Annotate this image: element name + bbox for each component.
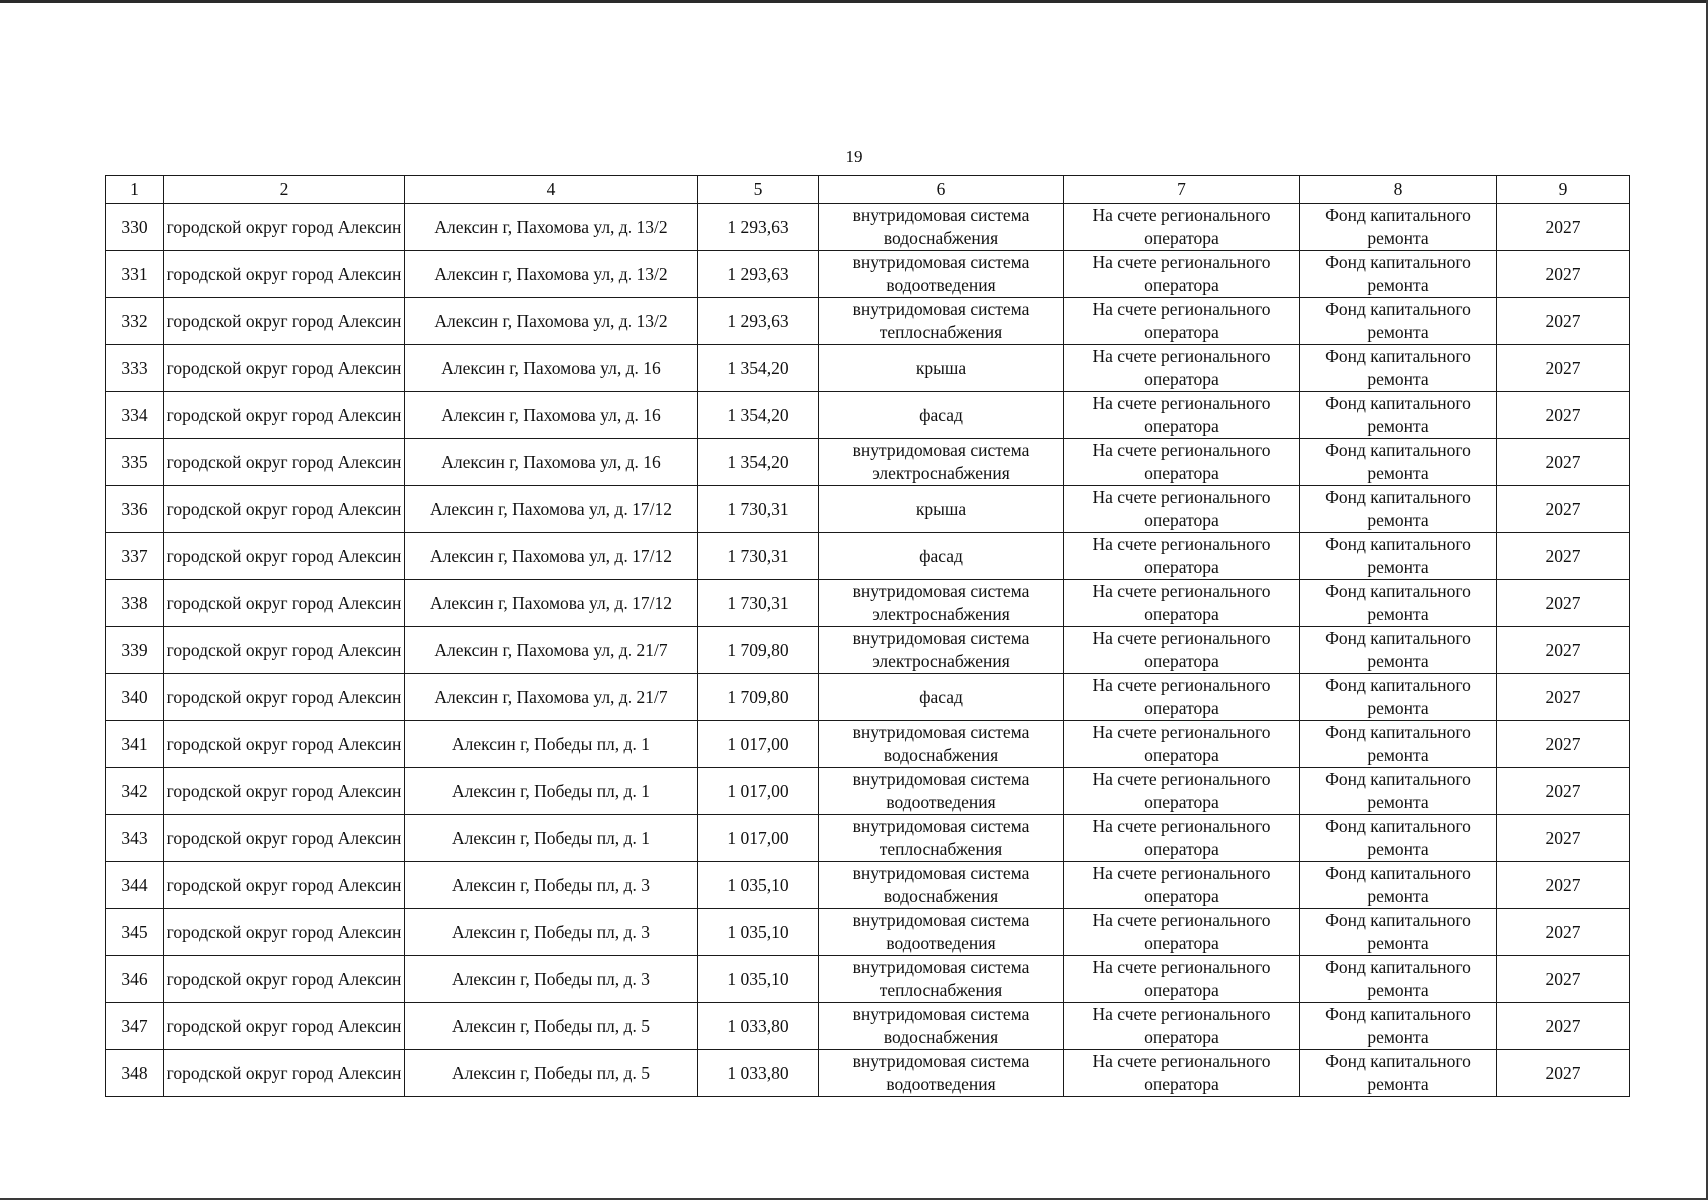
- cell-account: На счете регионального оператора: [1064, 392, 1300, 439]
- cell-year: 2027: [1497, 580, 1630, 627]
- cell-address: Алексин г, Победы пл, д. 5: [405, 1003, 698, 1050]
- cell-area: 1 730,31: [698, 533, 819, 580]
- cell-address: Алексин г, Победы пл, д. 3: [405, 909, 698, 956]
- cell-account: На счете регионального оператора: [1064, 204, 1300, 251]
- cell-area: 1 354,20: [698, 392, 819, 439]
- cell-element: внутридомовая система электроснабжения: [819, 580, 1064, 627]
- cell-year: 2027: [1497, 486, 1630, 533]
- cell-municipality: городской округ город Алексин: [164, 815, 405, 862]
- cell-source: Фонд капитального ремонта: [1300, 392, 1497, 439]
- cell-area: 1 017,00: [698, 768, 819, 815]
- cell-municipality: городской округ город Алексин: [164, 1050, 405, 1097]
- table-row: [106, 1003, 1630, 1050]
- cell-area: 1 709,80: [698, 674, 819, 721]
- cell-address: Алексин г, Пахомова ул, д. 21/7: [405, 627, 698, 674]
- cell-address: Алексин г, Победы пл, д. 3: [405, 862, 698, 909]
- cell-municipality: городской округ город Алексин: [164, 298, 405, 345]
- cell-source: Фонд капитального ремонта: [1300, 815, 1497, 862]
- cell-address: Алексин г, Пахомова ул, д. 16: [405, 392, 698, 439]
- table-row: [106, 204, 1630, 251]
- cell-municipality: городской округ город Алексин: [164, 768, 405, 815]
- header-row: [106, 176, 1630, 204]
- cell-municipality: городской округ город Алексин: [164, 251, 405, 298]
- cell-element: внутридомовая система теплоснабжения: [819, 815, 1064, 862]
- cell-num: 333: [106, 345, 164, 392]
- cell-area: 1 293,63: [698, 204, 819, 251]
- cell-area: 1 354,20: [698, 345, 819, 392]
- cell-year: 2027: [1497, 721, 1630, 768]
- cell-municipality: городской округ город Алексин: [164, 674, 405, 721]
- scan-edge-top: [0, 0, 1708, 3]
- cell-source: Фонд капитального ремонта: [1300, 580, 1497, 627]
- table-row: [106, 909, 1630, 956]
- cell-year: 2027: [1497, 674, 1630, 721]
- cell-source: Фонд капитального ремонта: [1300, 345, 1497, 392]
- cell-area: 1 035,10: [698, 862, 819, 909]
- cell-address: Алексин г, Победы пл, д. 5: [405, 1050, 698, 1097]
- cell-element: крыша: [819, 345, 1064, 392]
- cell-year: 2027: [1497, 768, 1630, 815]
- table-row: [106, 486, 1630, 533]
- cell-account: На счете регионального оператора: [1064, 1050, 1300, 1097]
- cell-num: 339: [106, 627, 164, 674]
- cell-year: 2027: [1497, 345, 1630, 392]
- cell-address: Алексин г, Пахомова ул, д. 13/2: [405, 251, 698, 298]
- cell-area: 1 017,00: [698, 815, 819, 862]
- cell-element: крыша: [819, 486, 1064, 533]
- cell-municipality: городской округ город Алексин: [164, 439, 405, 486]
- table-row: [106, 251, 1630, 298]
- cell-source: Фонд капитального ремонта: [1300, 251, 1497, 298]
- cell-account: На счете регионального оператора: [1064, 909, 1300, 956]
- cell-num: 347: [106, 1003, 164, 1050]
- cell-municipality: городской округ город Алексин: [164, 909, 405, 956]
- cell-municipality: городской округ город Алексин: [164, 862, 405, 909]
- cell-municipality: городской округ город Алексин: [164, 204, 405, 251]
- cell-account: На счете регионального оператора: [1064, 956, 1300, 1003]
- cell-source: Фонд капитального ремонта: [1300, 909, 1497, 956]
- header-cell-year: 9: [1497, 176, 1630, 204]
- cell-account: На счете регионального оператора: [1064, 815, 1300, 862]
- table-row: [106, 392, 1630, 439]
- cell-year: 2027: [1497, 298, 1630, 345]
- cell-year: 2027: [1497, 251, 1630, 298]
- table-row: [106, 956, 1630, 1003]
- cell-num: 348: [106, 1050, 164, 1097]
- cell-num: 331: [106, 251, 164, 298]
- cell-area: 1 017,00: [698, 721, 819, 768]
- cell-account: На счете регионального оператора: [1064, 298, 1300, 345]
- cell-account: На счете регионального оператора: [1064, 627, 1300, 674]
- cell-element: внутридомовая система водоснабжения: [819, 1003, 1064, 1050]
- cell-num: 345: [106, 909, 164, 956]
- cell-area: 1 293,63: [698, 251, 819, 298]
- cell-element: внутридомовая система теплоснабжения: [819, 956, 1064, 1003]
- table-row: [106, 1050, 1630, 1097]
- cell-num: 343: [106, 815, 164, 862]
- cell-num: 342: [106, 768, 164, 815]
- cell-address: Алексин г, Пахомова ул, д. 17/12: [405, 580, 698, 627]
- cell-source: Фонд капитального ремонта: [1300, 627, 1497, 674]
- cell-num: 340: [106, 674, 164, 721]
- cell-address: Алексин г, Пахомова ул, д. 21/7: [405, 674, 698, 721]
- cell-area: 1 730,31: [698, 580, 819, 627]
- cell-year: 2027: [1497, 204, 1630, 251]
- cell-num: 337: [106, 533, 164, 580]
- cell-year: 2027: [1497, 392, 1630, 439]
- cell-account: На счете регионального оператора: [1064, 580, 1300, 627]
- table-row: [106, 298, 1630, 345]
- table-row: [106, 768, 1630, 815]
- cell-num: 341: [106, 721, 164, 768]
- cell-account: На счете регионального оператора: [1064, 721, 1300, 768]
- cell-area: 1 709,80: [698, 627, 819, 674]
- cell-source: Фонд капитального ремонта: [1300, 533, 1497, 580]
- cell-account: На счете регионального оператора: [1064, 1003, 1300, 1050]
- cell-year: 2027: [1497, 627, 1630, 674]
- cell-element: внутридомовая система водоотведения: [819, 1050, 1064, 1097]
- header-cell-area: 5: [698, 176, 819, 204]
- cell-element: внутридомовая система теплоснабжения: [819, 298, 1064, 345]
- header-cell-account: 7: [1064, 176, 1300, 204]
- cell-num: 332: [106, 298, 164, 345]
- cell-area: 1 293,63: [698, 298, 819, 345]
- cell-municipality: городской округ город Алексин: [164, 392, 405, 439]
- table-row: [106, 815, 1630, 862]
- cell-address: Алексин г, Пахомова ул, д. 16: [405, 439, 698, 486]
- cell-area: 1 033,80: [698, 1003, 819, 1050]
- cell-address: Алексин г, Победы пл, д. 1: [405, 815, 698, 862]
- cell-source: Фонд капитального ремонта: [1300, 1003, 1497, 1050]
- cell-address: Алексин г, Пахомова ул, д. 17/12: [405, 533, 698, 580]
- cell-municipality: городской округ город Алексин: [164, 721, 405, 768]
- table-row: [106, 627, 1630, 674]
- header-cell-element: 6: [819, 176, 1064, 204]
- cell-address: Алексин г, Победы пл, д. 1: [405, 721, 698, 768]
- table-row: [106, 345, 1630, 392]
- cell-year: 2027: [1497, 1003, 1630, 1050]
- cell-element: внутридомовая система водоотведения: [819, 768, 1064, 815]
- cell-source: Фонд капитального ремонта: [1300, 1050, 1497, 1097]
- cell-source: Фонд капитального ремонта: [1300, 956, 1497, 1003]
- cell-account: На счете регионального оператора: [1064, 768, 1300, 815]
- cell-year: 2027: [1497, 1050, 1630, 1097]
- cell-source: Фонд капитального ремонта: [1300, 721, 1497, 768]
- cell-element: внутридомовая система водоотведения: [819, 909, 1064, 956]
- cell-year: 2027: [1497, 956, 1630, 1003]
- cell-element: внутридомовая система электроснабжения: [819, 439, 1064, 486]
- cell-address: Алексин г, Пахомова ул, д. 13/2: [405, 298, 698, 345]
- table-row: [106, 580, 1630, 627]
- cell-num: 344: [106, 862, 164, 909]
- cell-element: фасад: [819, 674, 1064, 721]
- cell-source: Фонд капитального ремонта: [1300, 486, 1497, 533]
- cell-num: 335: [106, 439, 164, 486]
- page-number: 19: [845, 147, 863, 166]
- cell-num: 346: [106, 956, 164, 1003]
- cell-address: Алексин г, Пахомова ул, д. 17/12: [405, 486, 698, 533]
- cell-source: Фонд капитального ремонта: [1300, 298, 1497, 345]
- cell-municipality: городской округ город Алексин: [164, 580, 405, 627]
- cell-municipality: городской округ город Алексин: [164, 345, 405, 392]
- header-cell-municipality: 2: [164, 176, 405, 204]
- cell-municipality: городской округ город Алексин: [164, 486, 405, 533]
- header-cell-source: 8: [1300, 176, 1497, 204]
- cell-source: Фонд капитального ремонта: [1300, 768, 1497, 815]
- cell-element: внутридомовая система водоснабжения: [819, 721, 1064, 768]
- repair-program-table: [105, 175, 1630, 1097]
- cell-year: 2027: [1497, 909, 1630, 956]
- cell-account: На счете регионального оператора: [1064, 345, 1300, 392]
- cell-num: 334: [106, 392, 164, 439]
- table-row: [106, 721, 1630, 768]
- header-cell-num: 1: [106, 176, 164, 204]
- cell-municipality: городской округ город Алексин: [164, 1003, 405, 1050]
- cell-area: 1 035,10: [698, 956, 819, 1003]
- cell-account: На счете регионального оператора: [1064, 486, 1300, 533]
- cell-source: Фонд капитального ремонта: [1300, 204, 1497, 251]
- table-body: [106, 204, 1630, 1097]
- cell-year: 2027: [1497, 533, 1630, 580]
- cell-element: внутридомовая система водоотведения: [819, 251, 1064, 298]
- cell-year: 2027: [1497, 862, 1630, 909]
- table-row: [106, 674, 1630, 721]
- cell-source: Фонд капитального ремонта: [1300, 439, 1497, 486]
- cell-area: 1 033,80: [698, 1050, 819, 1097]
- cell-address: Алексин г, Победы пл, д. 1: [405, 768, 698, 815]
- cell-element: внутридомовая система водоснабжения: [819, 862, 1064, 909]
- cell-source: Фонд капитального ремонта: [1300, 862, 1497, 909]
- table-row: [106, 533, 1630, 580]
- cell-address: Алексин г, Пахомова ул, д. 13/2: [405, 204, 698, 251]
- cell-account: На счете регионального оператора: [1064, 439, 1300, 486]
- table-row: [106, 439, 1630, 486]
- cell-municipality: городской округ город Алексин: [164, 956, 405, 1003]
- cell-account: На счете регионального оператора: [1064, 674, 1300, 721]
- cell-account: На счете регионального оператора: [1064, 251, 1300, 298]
- cell-address: Алексин г, Пахомова ул, д. 16: [405, 345, 698, 392]
- cell-area: 1 730,31: [698, 486, 819, 533]
- cell-area: 1 035,10: [698, 909, 819, 956]
- cell-municipality: городской округ город Алексин: [164, 627, 405, 674]
- cell-num: 338: [106, 580, 164, 627]
- cell-municipality: городской округ город Алексин: [164, 533, 405, 580]
- cell-element: фасад: [819, 392, 1064, 439]
- cell-year: 2027: [1497, 439, 1630, 486]
- cell-element: внутридомовая система водоснабжения: [819, 204, 1064, 251]
- cell-year: 2027: [1497, 815, 1630, 862]
- cell-area: 1 354,20: [698, 439, 819, 486]
- cell-address: Алексин г, Победы пл, д. 3: [405, 956, 698, 1003]
- cell-source: Фонд капитального ремонта: [1300, 674, 1497, 721]
- cell-account: На счете регионального оператора: [1064, 862, 1300, 909]
- header-cell-address: 4: [405, 176, 698, 204]
- cell-element: внутридомовая система электроснабжения: [819, 627, 1064, 674]
- cell-num: 336: [106, 486, 164, 533]
- cell-element: фасад: [819, 533, 1064, 580]
- cell-account: На счете регионального оператора: [1064, 533, 1300, 580]
- cell-num: 330: [106, 204, 164, 251]
- table-row: [106, 862, 1630, 909]
